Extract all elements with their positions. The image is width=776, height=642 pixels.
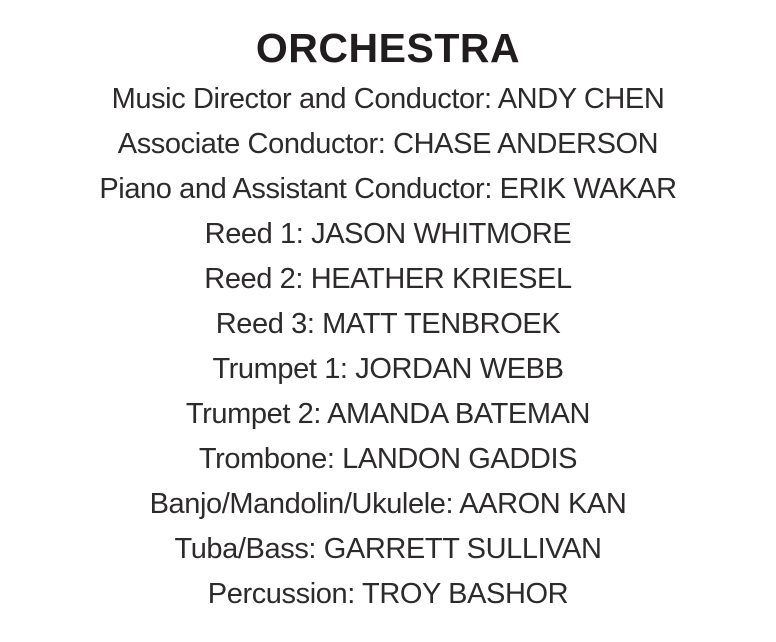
credit-role: Tuba/Bass [174,533,309,565]
credit-line [0,167,776,212]
credit-role: Trumpet 1 [212,353,340,385]
credit-line [0,482,776,527]
credit-line [0,527,776,572]
credit-separator: : [326,443,343,475]
credit-separator: : [445,488,460,520]
credit-role: Banjo/Mandolin/Ukulele [149,488,446,520]
credit-separator: : [347,578,363,610]
credit-name: ANDY CHEN [497,83,665,115]
credit-line [0,122,776,167]
credit-separator: : [308,533,324,565]
credit-line [0,437,776,482]
orchestra-heading: ORCHESTRA [255,25,521,71]
credit-name: CHASE ANDERSON [393,128,659,160]
credit-name: GARRETT SULLIVAN [323,533,602,565]
credit-separator: : [339,353,356,385]
credit-separator: : [295,218,312,250]
credit-role: Percussion [207,578,348,610]
credit-separator: : [377,128,394,160]
credit-role: Music Director and Conductor [111,83,484,115]
credit-role: Associate Conductor [117,128,378,160]
credit-name: ERIK WAKAR [499,173,677,205]
credit-name: TROY BASHOR [362,578,569,610]
credit-line [0,347,776,392]
credit-line [0,302,776,347]
credit-line [0,212,776,257]
credit-separator: : [313,398,328,430]
credit-separator: : [306,308,323,340]
credit-line [0,572,776,617]
credit-role: Reed 1 [204,218,296,250]
credit-separator: : [484,173,500,205]
credit-line [0,392,776,437]
credit-role: Reed 3 [215,308,307,340]
credit-role: Trumpet 2 [185,398,314,430]
credit-line [0,77,776,122]
credit-name: JORDAN WEBB [355,353,564,385]
credit-name: JASON WHITMORE [311,218,572,250]
credits-list [0,77,776,617]
credit-name: LANDON GADDIS [342,443,578,475]
credit-name: HEATHER KRIESEL [310,263,572,295]
credit-role: Reed 2 [204,263,296,295]
credit-role: Piano and Assistant Conductor [99,173,485,205]
credit-line [0,257,776,302]
credit-name: AARON KAN [459,488,627,520]
credit-name: MATT TENBROEK [322,308,561,340]
credit-name: AMANDA BATEMAN [327,398,591,430]
credit-separator: : [295,263,311,295]
credit-role: Trombone [198,443,327,475]
credit-separator: : [484,83,498,115]
